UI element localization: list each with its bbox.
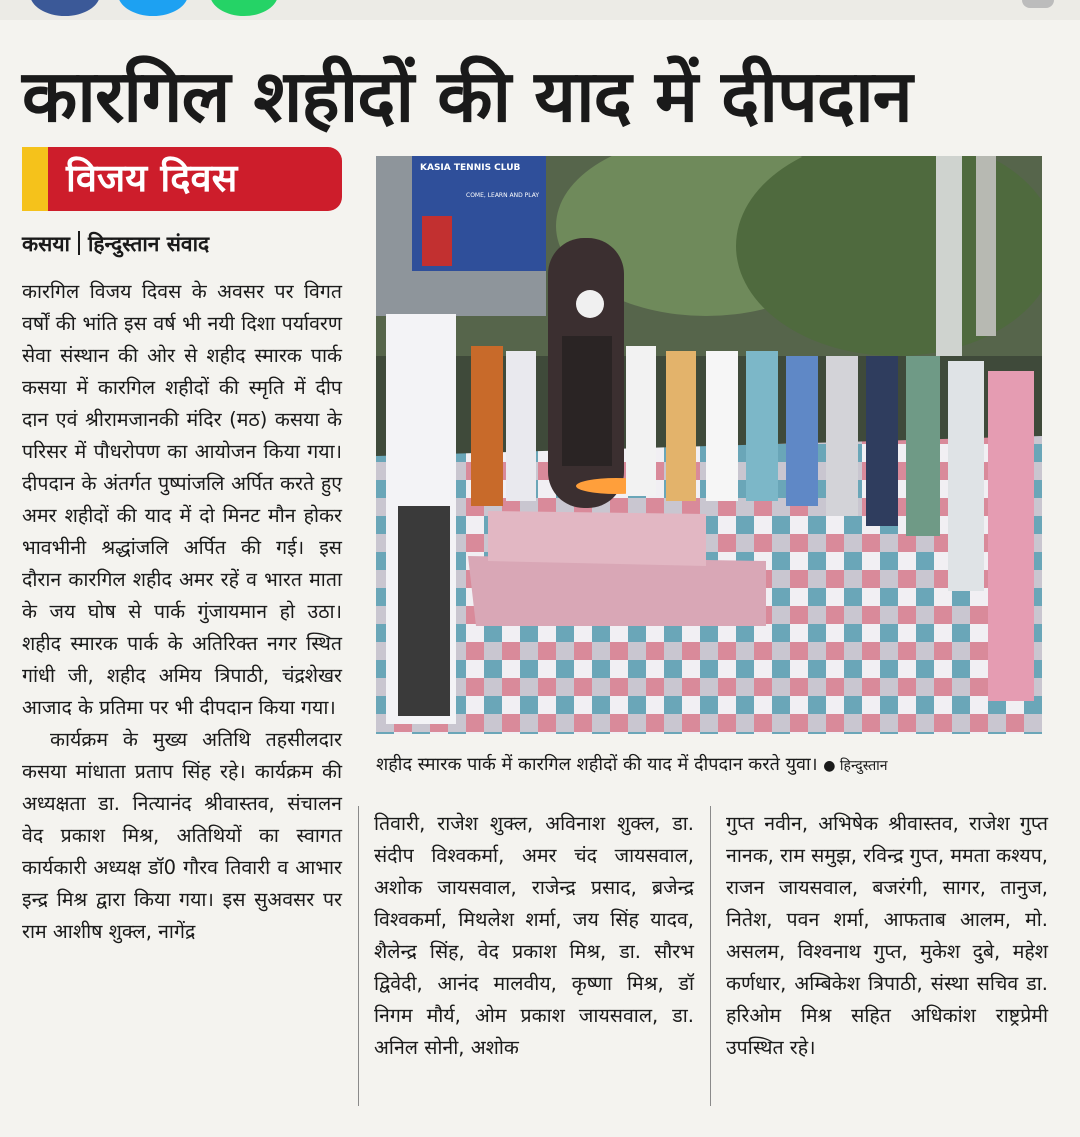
sign-tagline: COME, LEARN AND PLAY [466, 192, 540, 199]
dateline-place: कसया [22, 232, 70, 256]
dateline-agency: हिन्दुस्तान संवाद [87, 232, 210, 256]
caption-credit: हिन्दुस्तान [839, 758, 888, 774]
article-paragraph: गुप्त नवीन, अभिषेक श्रीवास्तव, राजेश गुप्त नानक, राम समुझ, रविन्द्र गुप्त, ममता कश्यप, राजन जायसवाल, बजरंगी, सागर, तानुज, नितेश, पवन शर्मा, आफताब आलम, मो. असलम, विश्वनाथ गुप्त, मुकेश दुबे, महेश कर्णधार, अम्बिकेश त्रिपाठी, संस्था सचिव डा. हरिओम मिश्र सहित अधिकांश राष्ट्रप्रेमी उपस्थित रहे। [726, 812, 1048, 1059]
caption-text: शहीद स्मारक पार्क में कारगिल शहीदों की याद में दीपदान करते युवा। [376, 754, 818, 775]
menu-pill-icon[interactable] [1022, 0, 1054, 8]
article-paragraph: कार्यक्रम के मुख्य अतिथि तहसीलदार कसया मांधाता प्रताप सिंह रहे। कार्यक्रम की अध्यक्षता डा. नित्यानंद श्रीवास्तव, संचालन वेद प्रकाश मिश्र, अतिथियों का स्वागत कार्यकारी अध्यक्ष डॉ0 गौरव तिवारी व आभार इन्द्र मिश्र द्वारा किया गया। इस सुअवसर पर राम आशीष शुक्ल, नागेंद्र [22, 728, 342, 943]
kicker-accent-bar [22, 147, 48, 211]
dateline-separator [78, 231, 80, 255]
photo-caption [376, 752, 1042, 779]
column-rule [358, 806, 359, 1106]
article-paragraph: कारगिल विजय दिवस के अवसर पर विगत वर्षों की भांति इस वर्ष भी नयी दिशा पर्यावरण सेवा संस्थान की ओर से शहीद स्मारक पार्क कसया में कारगिल शहीदों की स्मृति में दीप दान एवं श्रीरामजानकी मंदिर (मठ) कसया के परिसर में पौधरोपण का आयोजन किया गया। दीपदान के अंतर्गत पुष्पांजलि अर्पित करते हुए अमर शहीदों की याद में दो मिनट मौन होकर भावभीनी श्रद्धांजलि अर्पित की गई। इस दौरान कारगिल शहीद अमर रहें व भारत माता के जय घोष से पार्क गुंजायमान हो उठा। शहीद स्मारक पार्क के अतिरिक्त नगर स्थित गांधी जी, शहीद अमिय त्रिपाठी, चंद्रशेखर आजाद के प्रतिमा पर भी दीपदान किया गया। [22, 280, 342, 719]
twitter-share-icon[interactable] [118, 0, 188, 16]
caption-credit-bullet: ● [823, 758, 840, 774]
facebook-share-icon[interactable] [30, 0, 100, 16]
news-photo [376, 156, 1042, 734]
article-column-3 [726, 808, 1048, 1064]
whatsapp-share-icon[interactable] [210, 0, 278, 16]
sign-title: KASIA TENNIS CLUB [420, 163, 521, 173]
article-column-2 [374, 808, 694, 1064]
article-column-1 [22, 276, 342, 948]
article-paragraph: तिवारी, राजेश शुक्ल, अविनाश शुक्ल, डा. संदीप विश्वकर्मा, अमर चंद जायसवाल, अशोक जायसवाल, राजेन्द्र प्रसाद, ब्रजेन्द्र विश्वकर्मा, मिथलेश शर्मा, जय सिंह यादव, शैलेन्द्र सिंह, वेद प्रकाश मिश्र, डा. सौरभ द्विवेदी, आनंद मालवीय, कृष्णा मिश्र, डॉ निगम मौर्य, ओम प्रकाश जायसवाल, डा. अनिल सोनी, अशोक [374, 812, 694, 1059]
kicker-label [22, 147, 342, 211]
headline: कारगिल शहीदों की याद में दीपदान [22, 54, 912, 138]
photo-illustration [376, 156, 1042, 734]
share-strip [0, 0, 1080, 20]
column-rule [710, 806, 711, 1106]
dateline [22, 230, 209, 258]
kicker-text: विजय दिवस [66, 156, 238, 200]
